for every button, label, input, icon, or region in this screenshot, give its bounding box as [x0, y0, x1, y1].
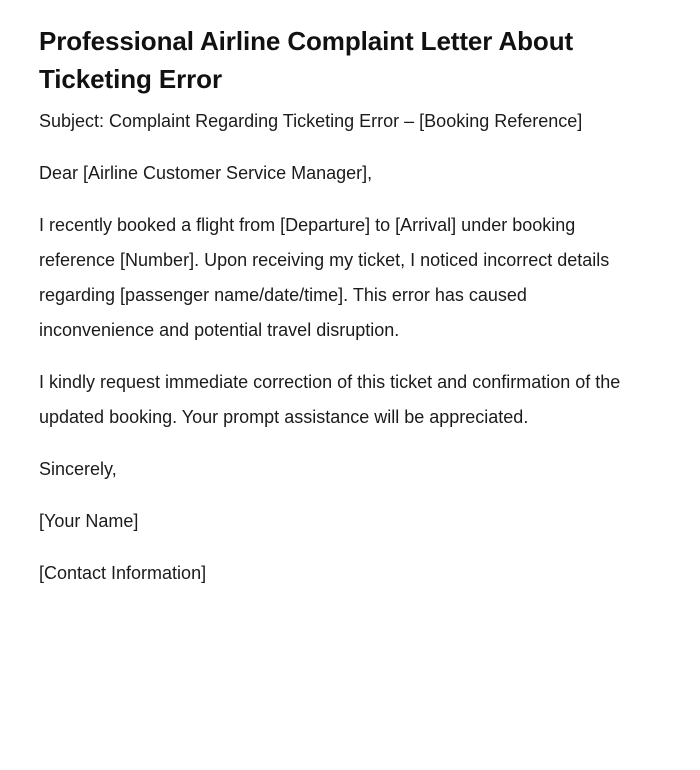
- paragraph-contact-information: [Contact Information]: [39, 563, 207, 583]
- paragraph-signature-name: [Your Name]: [39, 511, 139, 531]
- paragraph-request: I kindly request immediate correction of this ticket and confirmation of the updated booking. Your prompt assistance will be appreciated.: [39, 372, 621, 427]
- paragraph-subject-line: Subject: Complaint Regarding Ticketing Error – [Booking Reference]: [39, 111, 583, 131]
- paragraph-issue-description: I recently booked a flight from [Departure] to [Arrival] under booking reference [Number]. Upon receiving my ticket, I noticed incorrect details regarding [passenger name/date/time]. This error has caused inconvenience and potential travel disruption.: [39, 215, 610, 340]
- letter-article: [39, 22, 631, 591]
- page-title: Professional Airline Complaint Letter About Ticketing Error: [39, 26, 574, 94]
- paragraph-closing: Sincerely,: [39, 459, 117, 479]
- letter-body: [39, 104, 631, 591]
- paragraph-salutation: Dear [Airline Customer Service Manager],: [39, 163, 373, 183]
